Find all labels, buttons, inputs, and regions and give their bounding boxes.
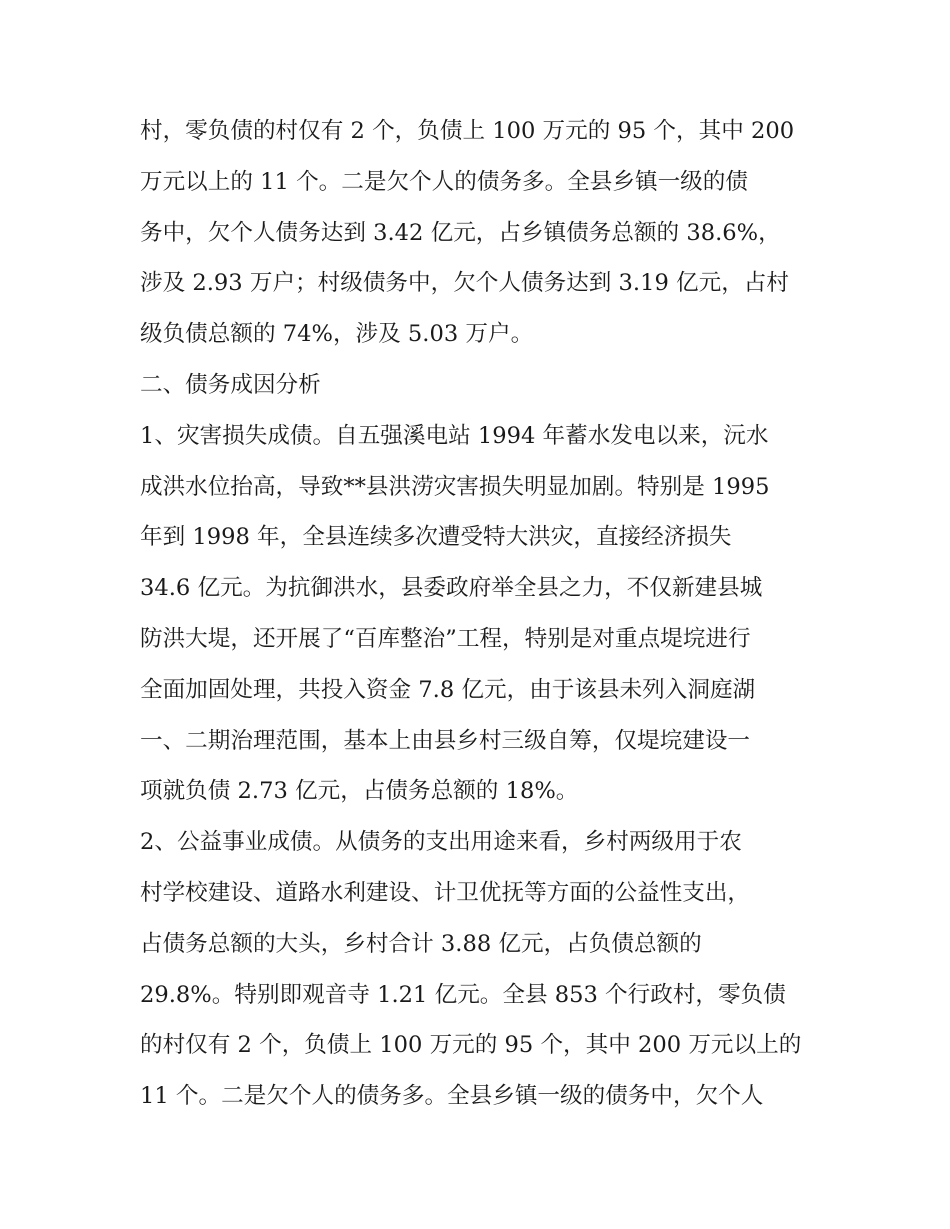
text-line-11: 防洪大堤，还开展了“百库整治”工程，特别是对重点堤垸进行 bbox=[140, 625, 751, 652]
text-line-3: 务中，欠个人债务达到 3.42 亿元，占乡镇债务总额的 38.6%， bbox=[140, 219, 781, 246]
text-line-18: 29.8%。特别即观音寺 1.21 亿元。全县 853 个行政村，零负债 bbox=[140, 981, 786, 1008]
text-line-20: 11 个。二是欠个人的债务多。全县乡镇一级的债务中，欠个人 bbox=[140, 1083, 764, 1110]
text-line-12: 全面加固处理，共投入资金 7.8 亿元，由于该县未列入洞庭湖 bbox=[140, 676, 756, 703]
text-line-2: 万元以上的 11 个。二是欠个人的债务多。全县乡镇一级的债 bbox=[140, 168, 748, 195]
document-body bbox=[140, 106, 820, 1122]
section-heading: 二、债务成因分析 bbox=[140, 371, 321, 398]
text-line-7: 1、灾害损失成债。自五强溪电站 1994 年蓄水发电以来，沅水 bbox=[140, 422, 769, 449]
text-line-8: 成洪水位抬高，导致**县洪涝灾害损失明显加剧。特别是 1995 bbox=[140, 473, 770, 500]
text-line-14: 项就负债 2.73 亿元，占债务总额的 18%。 bbox=[140, 778, 579, 805]
text-line-16: 村学校建设、道路水利建设、计卫优抚等方面的公益性支出， bbox=[140, 879, 751, 906]
text-line-19: 的村仅有 2 个，负债上 100 万元的 95 个，其中 200 万元以上的 bbox=[140, 1032, 802, 1059]
text-line-4: 涉及 2.93 万户；村级债务中，欠个人债务达到 3.19 亿元，占村 bbox=[140, 270, 789, 297]
text-line-9: 年到 1998 年，全县连续多次遭受特大洪灾，直接经济损失 bbox=[140, 524, 732, 551]
text-line-5: 级负债总额的 74%，涉及 5.03 万户。 bbox=[140, 321, 534, 348]
text-line-15: 2、公益事业成债。从债务的支出用途来看，乡村两级用于农 bbox=[140, 829, 742, 856]
text-line-13: 一、二期治理范围，基本上由县乡村三级自筹，仅堤垸建设一 bbox=[140, 727, 751, 754]
text-line-17: 占债务总额的大头，乡村合计 3.88 亿元，占负债总额的 bbox=[140, 930, 702, 957]
text-line-10: 34.6 亿元。为抗御洪水，县委政府举全县之力，不仅新建县城 bbox=[140, 575, 763, 602]
text-line-1: 村，零负债的村仅有 2 个，负债上 100 万元的 95 个，其中 200 bbox=[140, 118, 795, 144]
